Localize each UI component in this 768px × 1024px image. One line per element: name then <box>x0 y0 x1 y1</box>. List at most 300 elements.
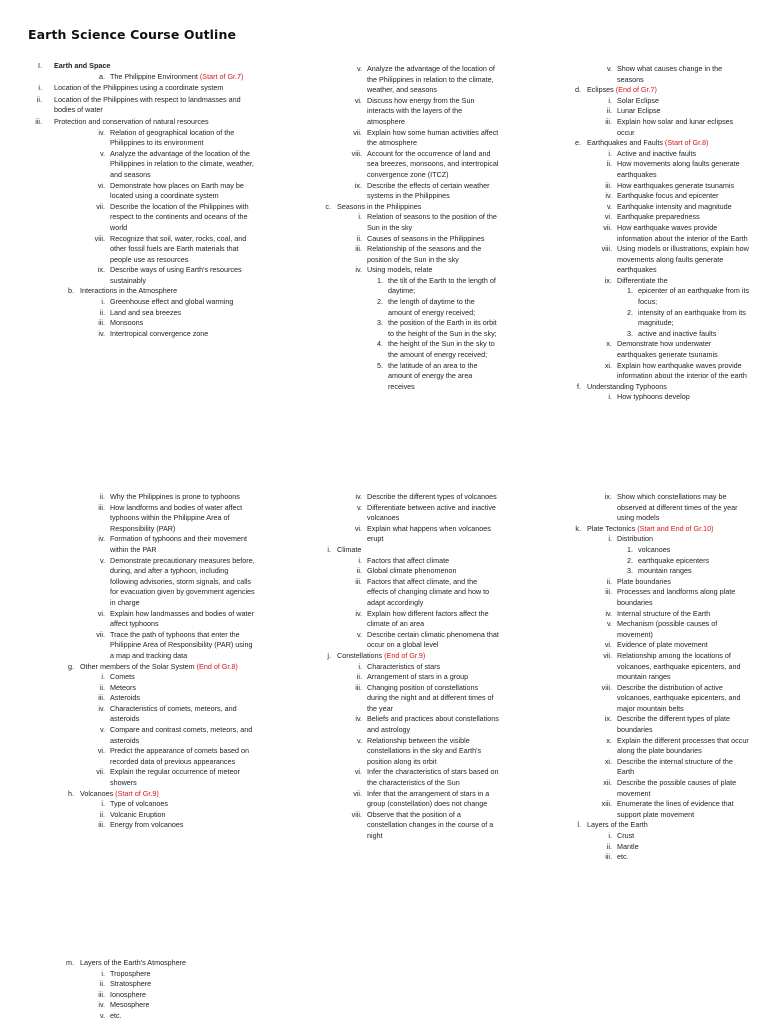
outline-item-number: j. <box>327 650 331 660</box>
outline-item-number: v. <box>99 725 105 735</box>
outline-item-text <box>110 704 258 725</box>
outline-item-text <box>617 149 750 160</box>
outline-item-number: a. <box>99 71 105 81</box>
outline-item-text <box>110 990 258 1001</box>
outline-item-number: v. <box>99 555 105 565</box>
outline-item-label: Meteors <box>110 682 136 692</box>
outline-item-text <box>388 297 500 318</box>
outline-item <box>285 789 500 810</box>
grade-note: (End of Gr.7) <box>615 85 657 95</box>
outline-item-text <box>617 640 750 651</box>
outline-item-text <box>638 329 750 340</box>
outline-item <box>285 736 500 768</box>
outline-item-text <box>388 318 500 339</box>
outline-item-number: 1. <box>627 544 633 554</box>
outline-item-number: iii. <box>98 318 105 328</box>
outline-item-text <box>110 672 258 683</box>
outline-item-label: Earth and Space <box>54 61 111 70</box>
outline-item <box>535 852 750 863</box>
outline-item-number: vi. <box>97 180 105 190</box>
outline-item-text <box>617 96 750 107</box>
outline-item-text <box>367 609 500 630</box>
outline-item-label: the position of the Earth in its orbit to the height of the Sun in the sky; <box>388 318 497 338</box>
outline-item-text <box>367 96 500 128</box>
outline-item-number: iii. <box>98 989 105 999</box>
outline-item-label: Arrangement of stars in a group <box>367 672 469 682</box>
outline-item-text <box>110 234 258 266</box>
outline-item-number: i. <box>608 95 612 105</box>
outline-item-text <box>367 212 500 233</box>
outline-item-number: vii. <box>603 222 612 232</box>
outline-item-number: ii. <box>356 566 362 576</box>
outline-item-number: iii. <box>605 587 612 597</box>
outline-item-label: Active and inactive faults <box>617 148 697 158</box>
outline-item-number: v. <box>606 64 612 73</box>
outline-item-label: mountain ranges <box>638 566 692 576</box>
outline-item-number: ix. <box>354 180 362 190</box>
outline-item-text <box>617 587 750 608</box>
outline-item <box>28 799 258 810</box>
outline-item <box>535 286 750 307</box>
outline-item-number: viii. <box>351 809 362 819</box>
outline-item-text <box>110 767 258 788</box>
outline-column <box>28 958 258 1022</box>
outline-item-number: vi. <box>354 767 362 777</box>
outline-item-text <box>367 789 500 810</box>
outline-item-text <box>367 556 500 567</box>
outline-item <box>28 329 258 340</box>
outline-item-number: 1. <box>627 286 633 296</box>
outline-item <box>285 545 500 556</box>
outline-item <box>28 789 258 800</box>
outline-item-label: Asteroids <box>110 693 140 703</box>
outline-item <box>285 672 500 683</box>
outline-item-number: x. <box>606 339 612 349</box>
outline-column <box>28 60 258 339</box>
outline-item <box>28 630 258 662</box>
outline-item-label: Ionosphere <box>110 989 146 999</box>
outline-item <box>28 746 258 767</box>
outline-item <box>535 778 750 799</box>
outline-item <box>535 244 750 276</box>
outline-item-label: Layers of the Earth's Atmosphere <box>80 958 187 967</box>
outline-item-label: Enumerate the lines of evidence that support plate movement <box>617 799 734 819</box>
outline-item-number: i. <box>358 661 362 671</box>
outline-item <box>535 683 750 715</box>
outline-item <box>285 566 500 577</box>
outline-item-number: vi. <box>604 212 612 222</box>
outline-item <box>28 534 258 555</box>
outline-item-label: Intertropical convergence zone <box>110 328 209 338</box>
outline-item-text <box>617 339 750 360</box>
outline-item-label: the tilt of the Earth to the length of daytime; <box>388 275 496 296</box>
outline-item <box>535 96 750 107</box>
outline-item <box>535 714 750 735</box>
outline-item-label: Constellations <box>337 650 385 660</box>
outline-item-label: Land and sea breezes <box>110 307 182 317</box>
outline-item <box>28 767 258 788</box>
outline-item <box>28 1011 258 1022</box>
outline-item-number: viii. <box>601 682 612 692</box>
outline-item-number: iv. <box>98 703 105 713</box>
outline-item-label: Explain the regular occurrence of meteor showers <box>110 767 240 788</box>
outline-item-text <box>617 609 750 620</box>
outline-item-number: I. <box>38 61 42 70</box>
outline-item <box>535 556 750 567</box>
outline-item <box>535 64 750 85</box>
outline-item-label: Mantle <box>617 841 639 851</box>
outline-item <box>28 609 258 630</box>
outline-item-text <box>617 223 750 244</box>
outline-item <box>285 577 500 609</box>
outline-item-label: Troposphere <box>110 968 151 978</box>
outline-item-text <box>110 265 258 286</box>
outline-item-label: intensity of an earthquake from its magnitude; <box>638 307 746 328</box>
outline-item-text <box>110 820 258 831</box>
outline-item-number: i. <box>608 831 612 840</box>
outline-item-text <box>617 492 750 524</box>
outline-item-number: vi. <box>604 640 612 650</box>
outline-item-text <box>110 503 258 535</box>
outline-item-number: 2. <box>377 297 383 307</box>
outline-item-number: vi. <box>354 95 362 105</box>
outline-item <box>28 672 258 683</box>
outline-item-text <box>54 61 258 72</box>
outline-item-number: i. <box>38 83 42 93</box>
outline-item <box>28 308 258 319</box>
outline-item-text <box>367 244 500 265</box>
outline-item-number: xiii. <box>601 799 612 809</box>
outline-item-text <box>617 651 750 683</box>
outline-item-text <box>617 244 750 276</box>
outline-item-text <box>617 831 750 842</box>
outline-item <box>285 630 500 651</box>
outline-item <box>535 117 750 138</box>
outline-item <box>28 820 258 831</box>
outline-item-number: iv. <box>98 127 105 137</box>
outline-item-number: iii. <box>355 244 362 254</box>
outline-item <box>28 1000 258 1011</box>
outline-item-label: Mechanism (possible causes of movement) <box>617 619 718 639</box>
outline-item-text <box>110 128 258 149</box>
outline-item-text <box>617 852 750 863</box>
outline-item-label: Volcanoes <box>80 788 116 798</box>
outline-item <box>28 704 258 725</box>
outline-item-number: ix. <box>97 265 105 275</box>
outline-item <box>28 149 258 181</box>
outline-item-label: Plate Tectonics <box>587 523 638 533</box>
outline-item <box>28 683 258 694</box>
outline-item-text <box>617 714 750 735</box>
outline-item <box>28 234 258 266</box>
outline-item-text <box>638 566 750 577</box>
outline-item-label: Location of the Philippines using a coordinate system <box>54 83 224 93</box>
outline-item-text <box>110 683 258 694</box>
outline-item-text <box>54 83 258 94</box>
outline-item-number: 3. <box>627 566 633 576</box>
outline-item-number: ix. <box>604 714 612 724</box>
outline-item <box>28 969 258 980</box>
outline-item-number: iv. <box>98 534 105 544</box>
outline-item-label: How landforms and bodies of water affect typhoons within the Philippine Area of Responsibility (PAR) <box>110 502 243 533</box>
outline-item-text <box>617 392 750 403</box>
outline-item-label: Internal structure of the Earth <box>617 608 711 618</box>
outline-item-text <box>110 799 258 810</box>
outline-item <box>285 662 500 673</box>
outline-item-number: ii. <box>99 307 105 317</box>
outline-item-number: v. <box>606 201 612 211</box>
outline-item-number: i. <box>608 534 612 544</box>
outline-item-number: v. <box>356 502 362 512</box>
outline-column <box>535 492 750 863</box>
outline-item-text <box>110 308 258 319</box>
outline-column <box>28 492 258 831</box>
outline-item <box>28 83 258 94</box>
outline-item <box>535 640 750 651</box>
outline-item-text <box>388 276 500 297</box>
outline-item-text <box>54 117 258 128</box>
outline-item-text <box>110 297 258 308</box>
outline-item-label: Lunar Eclipse <box>617 106 661 116</box>
outline-item-text <box>110 329 258 340</box>
outline-item-number: iv. <box>355 265 362 275</box>
outline-item-label: Layers of the Earth <box>587 820 648 830</box>
outline-item-number: iv. <box>605 191 612 201</box>
outline-column <box>285 64 500 392</box>
outline-item-text <box>367 810 500 842</box>
outline-item-number: ii. <box>606 576 612 586</box>
outline-item-label: Protection and conservation of natural resources <box>54 116 209 126</box>
outline-item-label: Recognize that soil, water, rocks, coal, and other fossil fuels are Earth materials that people use as resources <box>110 233 247 264</box>
outline-item-text <box>110 810 258 821</box>
outline-item-label: Describe the internal structure of the Earth <box>617 756 733 777</box>
outline-item <box>285 181 500 202</box>
outline-item-number: viii. <box>351 148 362 158</box>
outline-item-text <box>80 789 258 800</box>
outline-item <box>535 524 750 535</box>
outline-item-text <box>337 545 500 556</box>
outline-item-text <box>638 286 750 307</box>
outline-item-text <box>367 149 500 181</box>
outline-item-text <box>80 662 258 673</box>
outline-item-label: Factors that affect climate <box>367 555 450 565</box>
outline-item-number: ii. <box>356 672 362 682</box>
outline-item-label: the height of the Sun in the sky to the amount of energy received; <box>388 339 495 360</box>
outline-item-number: ix. <box>604 275 612 285</box>
outline-item-label: Describe the effects of certain weather systems in the Philippines <box>367 180 490 201</box>
outline-item <box>535 85 750 96</box>
outline-item-label: Processes and landforms along plate boundaries <box>617 587 736 607</box>
outline-item-number: iii. <box>98 820 105 830</box>
outline-item-number: vi. <box>97 608 105 618</box>
outline-item <box>28 181 258 202</box>
outline-item-label: Solar Eclipse <box>617 95 659 105</box>
outline-item-number: viii. <box>601 244 612 254</box>
outline-item-text <box>638 556 750 567</box>
outline-item <box>535 106 750 117</box>
outline-item-number: vii. <box>353 127 362 137</box>
outline-item <box>535 566 750 577</box>
outline-item <box>535 392 750 403</box>
outline-item-number: ii. <box>606 159 612 169</box>
outline-item <box>285 714 500 735</box>
outline-item-label: Climate <box>337 544 362 554</box>
outline-item <box>285 556 500 567</box>
outline-item-number: v. <box>356 64 362 73</box>
outline-item-number: iii. <box>605 116 612 126</box>
outline-item-number: 3. <box>377 318 383 328</box>
outline-item-label: Demonstrate how places on Earth may be located using a coordinate system <box>110 180 244 201</box>
outline-item <box>285 212 500 233</box>
outline-item-text <box>110 969 258 980</box>
outline-item-label: the length of daytime to the amount of energy received; <box>388 297 476 317</box>
outline-item-text <box>337 651 500 662</box>
outline-item-text <box>80 958 258 969</box>
outline-item-label: Formation of typhoons and their movement within the PAR <box>110 534 248 554</box>
outline-item <box>535 339 750 360</box>
outline-item-text <box>587 524 750 535</box>
outline-item-number: d. <box>575 85 581 95</box>
outline-item-label: How earthquake waves provide information about the interior of the Earth <box>617 222 748 243</box>
outline-item <box>28 297 258 308</box>
outline-item-label: How movements along faults generate earthquakes <box>617 159 740 179</box>
outline-item-text <box>110 725 258 746</box>
outline-item-label: Demonstrate precautionary measures before, during, and after a typhoon, including following advisories, storm signals, and calls for evacuation given by government agencies in charge <box>110 555 255 607</box>
outline-item-text <box>587 382 750 393</box>
outline-item-number: ii. <box>99 979 105 989</box>
outline-item-label: Beliefs and practices about constellations and astrology <box>367 714 499 735</box>
outline-item-label: Earthquake preparedness <box>617 212 700 222</box>
outline-item <box>28 202 258 234</box>
outline-item-label: Distribution <box>617 534 653 544</box>
outline-item-number: vi. <box>354 523 362 533</box>
outline-item-label: Explain the different processes that occur along the plate boundaries <box>617 735 749 756</box>
outline-item-text <box>110 149 258 181</box>
outline-item-number: 4. <box>377 339 383 349</box>
outline-item-label: Volcanic Eruption <box>110 809 166 819</box>
outline-item-text <box>617 683 750 715</box>
outline-item-text <box>367 128 500 149</box>
outline-item-label: earthquake epicenters <box>638 555 710 565</box>
outline-item-text <box>617 757 750 778</box>
outline-item-number: l. <box>577 820 581 830</box>
outline-item-text <box>638 308 750 329</box>
outline-item-label: Using models or illustrations, explain how movements along faults generate earthquakes <box>617 244 749 275</box>
outline-item-label: Comets <box>110 672 135 682</box>
outline-item-label: volcanoes <box>638 544 671 554</box>
outline-item-label: Describe certain climatic phenomena that occur on a global level <box>367 629 499 650</box>
outline-item-number: iii. <box>605 180 612 190</box>
outline-item-number: iii. <box>98 502 105 512</box>
outline-item-text <box>110 979 258 990</box>
outline-item-text <box>367 234 500 245</box>
outline-item-text <box>367 736 500 768</box>
outline-item-text <box>110 318 258 329</box>
outline-column <box>535 64 750 403</box>
outline-item-number: ii. <box>99 682 105 692</box>
outline-item-number: i. <box>101 968 105 978</box>
outline-item-label: Mesosphere <box>110 1000 150 1010</box>
outline-item-number: xi. <box>604 756 612 766</box>
outline-item <box>535 587 750 608</box>
outline-item-label: Show what causes change in the seasons <box>617 64 723 84</box>
outline-item-text <box>367 492 500 503</box>
outline-item <box>28 492 258 503</box>
grade-note: (Start of Gr.7) <box>199 71 244 81</box>
outline-item-label: Explain how landmasses and bodies of water affect typhoons <box>110 608 254 629</box>
outline-item-label: Discuss how energy from the Sun interacts with the layers of the atmosphere <box>367 95 475 126</box>
outline-item <box>535 191 750 202</box>
outline-item-number: ii. <box>36 94 42 104</box>
outline-item-number: i. <box>608 392 612 402</box>
outline-item-text <box>617 202 750 213</box>
outline-item <box>285 318 500 339</box>
outline-item-text <box>110 556 258 609</box>
outline-item-text <box>617 117 750 138</box>
outline-item-number: i. <box>358 212 362 222</box>
outline-item <box>285 651 500 662</box>
outline-item-label: Account for the occurrence of land and sea breezes, monsoons, and intertropical convergence zone (ITCZ) <box>367 148 499 179</box>
outline-item <box>285 609 500 630</box>
outline-item-label: Compare and contrast comets, meteors, and asteroids <box>110 725 253 745</box>
outline-item <box>28 662 258 673</box>
outline-item-label: Describe the location of the Philippines with respect to the continents and oceans of the world <box>110 201 249 232</box>
outline-item <box>28 286 258 297</box>
outline-item <box>28 265 258 286</box>
outline-item <box>28 725 258 746</box>
outline-item <box>535 651 750 683</box>
outline-item-text <box>367 181 500 202</box>
outline-item <box>285 234 500 245</box>
outline-item-number: vii. <box>96 629 105 639</box>
outline-item <box>285 244 500 265</box>
outline-item-label: Other members of the Solar System <box>80 661 197 671</box>
outline-item-number: k. <box>575 523 581 533</box>
outline-item <box>285 297 500 318</box>
outline-item-number: iv. <box>355 714 362 724</box>
outline-item-label: Factors that affect climate, and the effects of changing climate and how to adapt accordingly <box>367 576 490 607</box>
outline-item-text <box>367 672 500 683</box>
outline-item <box>28 990 258 1001</box>
outline-item-text <box>367 566 500 577</box>
outline-item-number: v. <box>99 1010 105 1020</box>
outline-item-text <box>367 64 500 96</box>
outline-item-text <box>110 1000 258 1011</box>
outline-item-text <box>617 191 750 202</box>
outline-item-label: Infer the characteristics of stars based on the characteristics of the Sun <box>367 767 499 788</box>
outline-item-number: iii. <box>35 116 42 126</box>
outline-item <box>285 265 500 276</box>
outline-item-number: v. <box>99 148 105 158</box>
outline-item-text <box>367 577 500 609</box>
outline-item <box>535 361 750 382</box>
outline-item-label: Demonstrate how underwater earthquakes generate tsunamis <box>617 339 718 360</box>
outline-item <box>285 149 500 181</box>
outline-item-number: v. <box>356 629 362 639</box>
outline-item <box>28 556 258 609</box>
outline-item-label: The Philippine Environment <box>110 71 200 81</box>
outline-item-label: Analyze the advantage of the location of the Philippines in relation to the climate, weather, and seasons <box>110 148 254 179</box>
outline-item-text <box>617 361 750 382</box>
outline-item <box>285 524 500 545</box>
outline-item-number: 2. <box>627 307 633 317</box>
outline-item-text <box>617 212 750 223</box>
outline-item-label: epicenter of an earthquake from its focus; <box>638 286 750 307</box>
outline-item <box>28 810 258 821</box>
outline-item-label: Characteristics of comets, meteors, and asteroids <box>110 703 237 724</box>
outline-item-number: vii. <box>96 201 105 211</box>
outline-item <box>285 492 500 503</box>
